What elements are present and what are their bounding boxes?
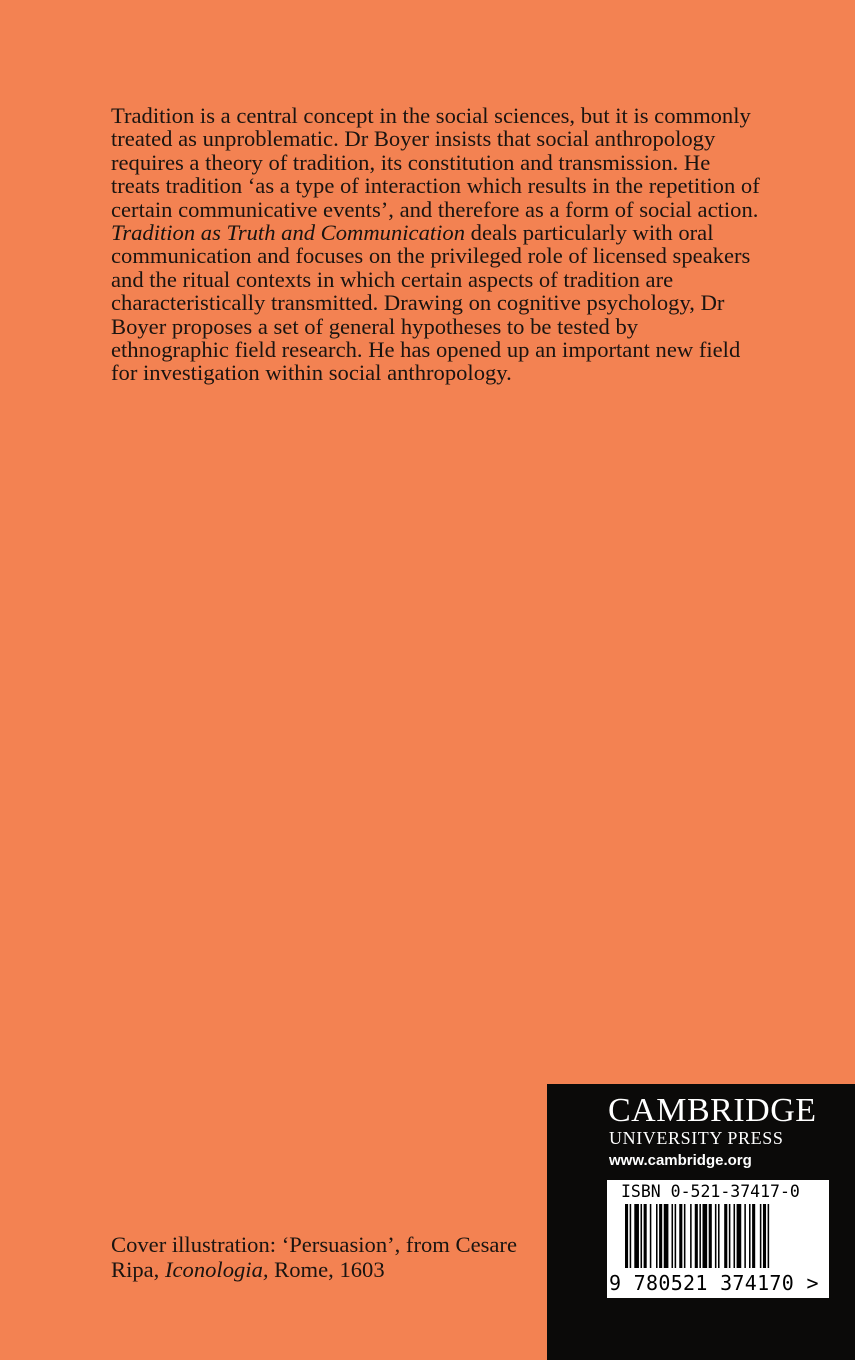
isbn-label: ISBN 0-521-37417-0 <box>621 1182 800 1201</box>
barcode-bar <box>744 1204 746 1268</box>
blurb-text-part-2: deals particularly with oral communication and focuses on the privileged role of licensed speakers and the ritual contexts in which certain aspects of tradition are characteristically transmitted. Drawing on cognitive psychology, Dr Boyer proposes a set of general hypotheses to be tested by ethnographic field research. He has opened up an important new field for investigation within social anthropology. <box>111 220 751 386</box>
barcode-bar <box>675 1204 677 1268</box>
barcode-bar <box>630 1204 632 1268</box>
barcode-bar <box>690 1204 692 1268</box>
barcode-bar <box>715 1204 717 1268</box>
barcode-bar <box>695 1204 698 1268</box>
cover-illustration-credit <box>111 1233 541 1282</box>
blurb-text-part-1: Tradition is a central concept in the social sciences, but it is commonly treated as unproblematic. Dr Boyer insists that social anthropology requires a theory of tradition, its constitution and transmission. He treats tradition ‘as a type of interaction which results in the repetition of certain communicative events’, and therefore as a form of social action. <box>111 103 760 222</box>
barcode-bar <box>699 1204 701 1268</box>
barcode-bar <box>724 1204 727 1268</box>
barcode-bar <box>641 1204 643 1268</box>
barcode-bar <box>679 1204 682 1268</box>
barcode-bar <box>749 1204 751 1268</box>
barcode-bar <box>664 1204 669 1268</box>
barcode-bar <box>703 1204 708 1268</box>
barcode-icon <box>625 1204 821 1268</box>
barcode-bar <box>656 1204 658 1268</box>
publisher-url: www.cambridge.org <box>609 1152 752 1169</box>
barcode-bar <box>734 1204 736 1268</box>
back-cover-blurb <box>111 104 761 385</box>
barcode-bar <box>650 1204 652 1268</box>
barcode-bar <box>768 1204 770 1268</box>
barcode-bar <box>709 1204 712 1268</box>
publisher-subtitle: UNIVERSITY PRESS <box>609 1128 784 1148</box>
barcode-bar <box>763 1204 766 1268</box>
barcode-bar <box>752 1204 755 1268</box>
barcode-bar <box>684 1204 686 1268</box>
barcode-bar <box>672 1204 674 1268</box>
credit-text-part-1: Cover illustration: ‘Persuasion’, from Cesare Ripa, <box>111 1232 517 1282</box>
barcode-bar <box>659 1204 662 1268</box>
barcode-bar <box>625 1204 628 1268</box>
barcode-bar <box>760 1204 762 1268</box>
barcode-bar <box>729 1204 731 1268</box>
credit-italic-title: Iconologia, <box>164 1256 269 1282</box>
barcode-bar <box>644 1204 647 1268</box>
book-title: Tradition as Truth and Communication <box>111 220 466 246</box>
ean-digits: 9 780521 374170 > <box>609 1271 819 1295</box>
publisher-block <box>547 1084 855 1360</box>
credit-text-part-2: Rome, 1603 <box>268 1256 385 1282</box>
barcode-bar <box>718 1204 720 1268</box>
barcode-bar <box>737 1204 742 1268</box>
barcode-panel <box>607 1180 829 1298</box>
barcode-bar <box>634 1204 639 1268</box>
publisher-name: CAMBRIDGE <box>608 1092 817 1129</box>
